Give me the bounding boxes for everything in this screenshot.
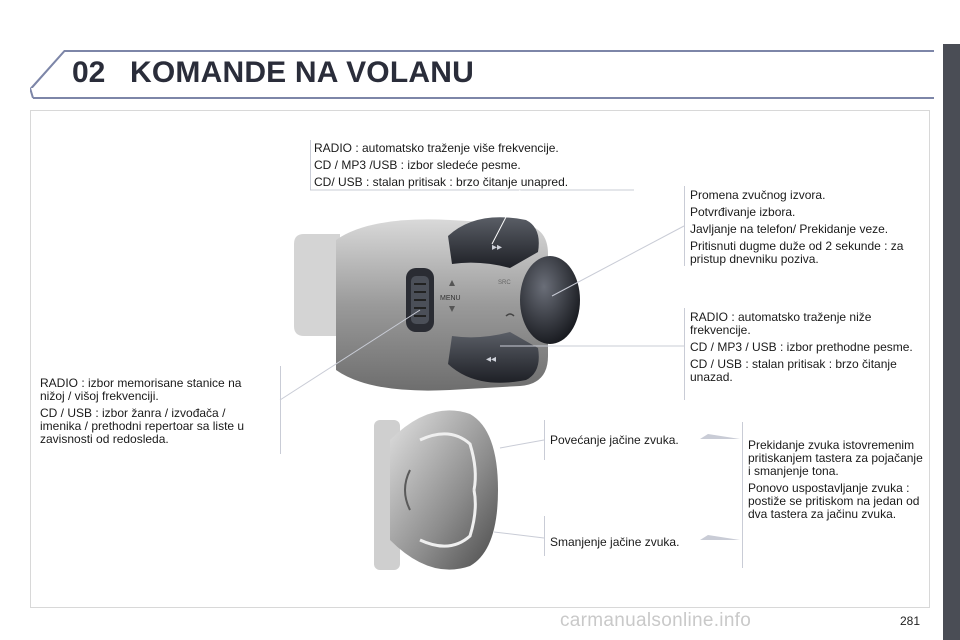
volume-stalk-illustration [370,400,510,580]
text-line: CD / MP3 / USB : izbor prethodne pesme. [690,340,913,354]
text-line: CD/ USB : stalan pritisak : brzo čitanje unapred. [314,175,569,189]
rewind-icon: ◂◂ [486,354,497,365]
src-label: SRC [498,280,511,286]
chapter-title: KOMANDE NA VOLANU [130,56,474,89]
text-line: CD / USB : izbor žanra / izvođača / imenika / prethodni repertoar sa liste u zavisnosti od redosleda. [40,406,245,446]
text-line: Prekidanje zvuka istovremenim pritiskanjem tastera za pojačanje i smanjenje tona. [748,438,923,478]
text-line: RADIO : automatsko traženje više frekvencije. [314,141,559,155]
volume-up-label: Povećanje jačine zvuka. [550,433,679,447]
text-line: RADIO : automatsko traženje niže frekvencije. [690,310,872,337]
menu-label: MENU [440,295,461,302]
chapter-number: 02 [72,56,106,89]
text-line: CD / MP3 /USB : izbor sledeće pesme. [314,158,521,172]
volume-down-label: Smanjenje jačine zvuka. [550,535,680,549]
page-number: 281 [900,614,921,628]
text-line: Pritisnuti dugme duže od 2 sekunde : za pristup dnevniku poziva. [690,239,904,266]
fast-forward-icon: ▸▸ [492,242,503,253]
text-line: Potvrđivanje izbora. [690,205,796,219]
text-line: CD / USB : stalan pritisak : brzo čitanje unazad. [690,357,897,384]
text-line: Ponovo uspostavljanje zvuka : postiže se pritiskom na jedan od dva tastera za jačinu zvuka. [748,481,920,521]
watermark: carmanualsonline.info [560,610,752,631]
text-line: Promena zvučnog izvora. [690,188,826,202]
text-line: Javljanje na telefon/ Prekidanje veze. [690,222,889,236]
text-line: RADIO : izbor memorisane stanice na nižoj / višoj frekvenciji. [40,376,242,403]
